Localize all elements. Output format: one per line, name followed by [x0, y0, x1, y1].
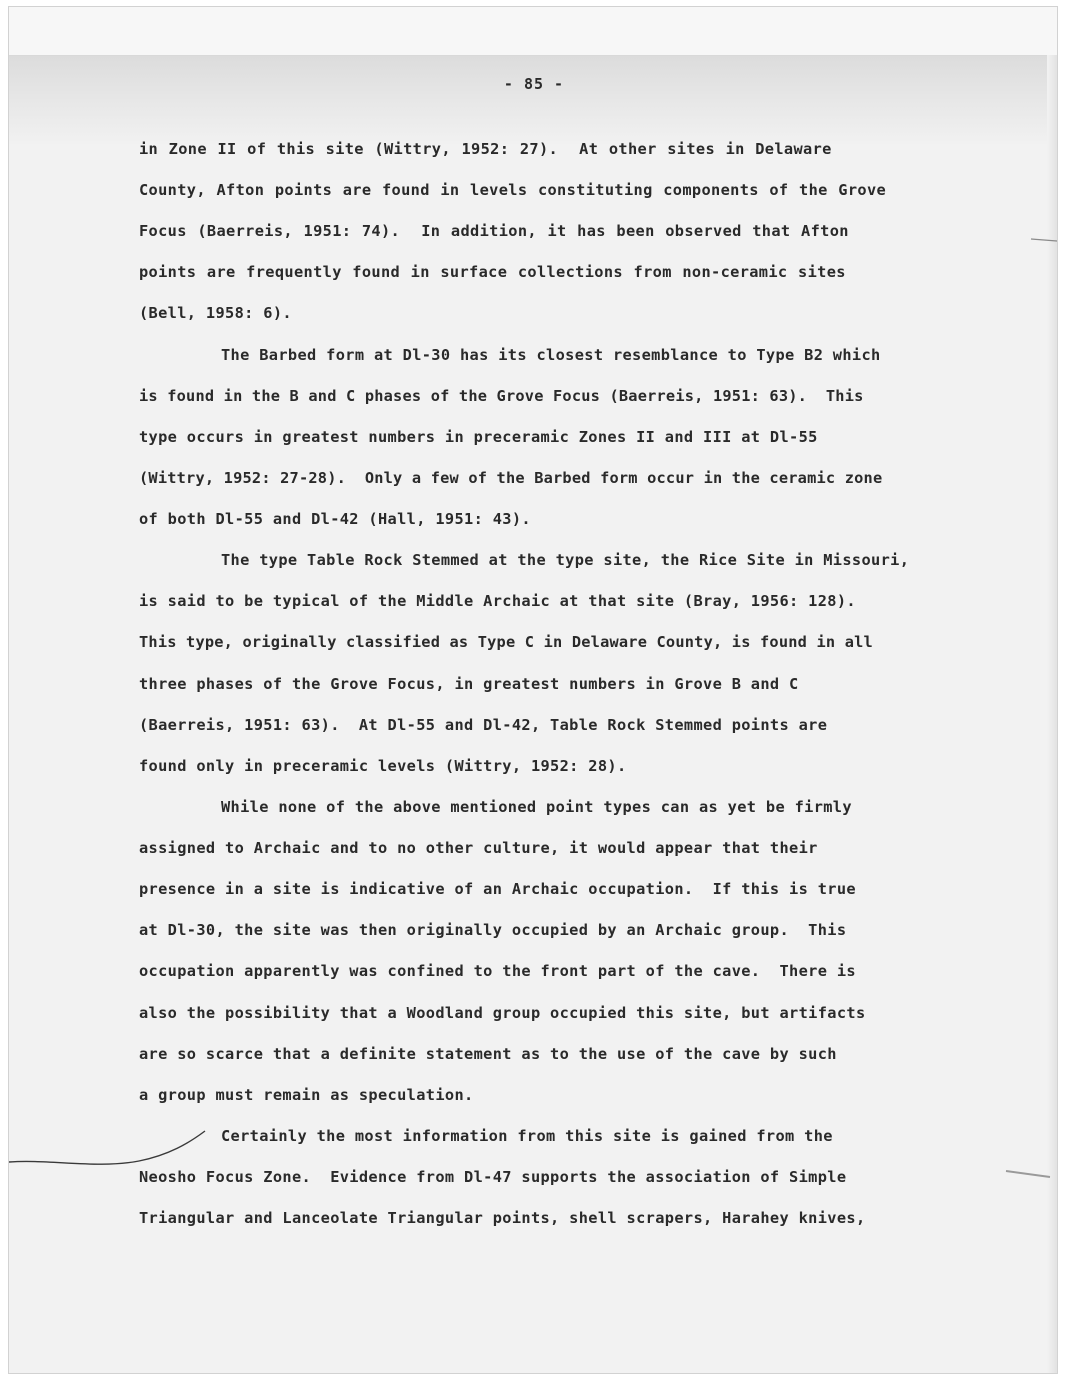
text-line: (Baerreis, 1951: 63). At Dl-55 and Dl-42, Table Rock Stemmed points are — [139, 716, 828, 734]
margin-dash-mark — [1004, 1165, 1054, 1185]
text-line: Focus (Baerreis, 1951: 74). In addition, it has been observed that Afton — [139, 222, 849, 240]
margin-tick-mark — [1029, 227, 1058, 247]
text-line: type occurs in greatest numbers in preceramic Zones II and III at Dl-55 — [139, 428, 818, 446]
text-line: (Wittry, 1952: 27-28). Only a few of the Barbed form occur in the ceramic zone — [139, 469, 883, 487]
pen-stroke-mark — [9, 1117, 229, 1177]
text-line: Neosho Focus Zone. Evidence from Dl-47 supports the association of Simple — [139, 1168, 847, 1186]
text-line: (Bell, 1958: 6). — [139, 304, 292, 322]
text-line: of both Dl-55 and Dl-42 (Hall, 1951: 43). — [139, 510, 531, 528]
text-line: Triangular and Lanceolate Triangular points, shell scrapers, Harahey knives, — [139, 1209, 866, 1227]
page-number: - 85 - — [503, 75, 565, 93]
text-line: also the possibility that a Woodland group occupied this site, but artifacts — [139, 1004, 866, 1022]
text-line: County, Afton points are found in levels constituting components of the Grove — [139, 181, 887, 199]
document-page — [8, 6, 1058, 1374]
text-line: found only in preceramic levels (Wittry, 1952: 28). — [139, 757, 627, 775]
text-line: The Barbed form at Dl-30 has its closest resemblance to Type B2 which — [221, 346, 881, 364]
text-line: at Dl-30, the site was then originally occupied by an Archaic group. This — [139, 921, 847, 939]
text-line: is said to be typical of the Middle Archaic at that site (Bray, 1956: 128). — [139, 592, 856, 610]
text-line: Certainly the most information from this site is gained from the — [221, 1127, 833, 1145]
text-line: The type Table Rock Stemmed at the type site, the Rice Site in Missouri, — [221, 551, 910, 569]
scan-top-margin — [9, 7, 1057, 56]
text-line: in Zone II of this site (Wittry, 1952: 27). At other sites in Delaware — [139, 140, 832, 158]
text-line: assigned to Archaic and to no other culture, it would appear that their — [139, 839, 818, 857]
text-line: a group must remain as speculation. — [139, 1086, 474, 1104]
text-line: occupation apparently was confined to the front part of the cave. There is — [139, 962, 856, 980]
text-line: points are frequently found in surface collections from non-ceramic sites — [139, 263, 846, 281]
text-line: While none of the above mentioned point types can as yet be firmly — [221, 798, 852, 816]
text-line: presence in a site is indicative of an Archaic occupation. If this is true — [139, 880, 856, 898]
text-line: This type, originally classified as Type C in Delaware County, is found in all — [139, 633, 873, 651]
text-line: three phases of the Grove Focus, in greatest numbers in Grove B and C — [139, 675, 799, 693]
text-line: is found in the B and C phases of the Grove Focus (Baerreis, 1951: 63). This — [139, 387, 864, 405]
text-line: are so scarce that a definite statement as to the use of the cave by such — [139, 1045, 837, 1063]
